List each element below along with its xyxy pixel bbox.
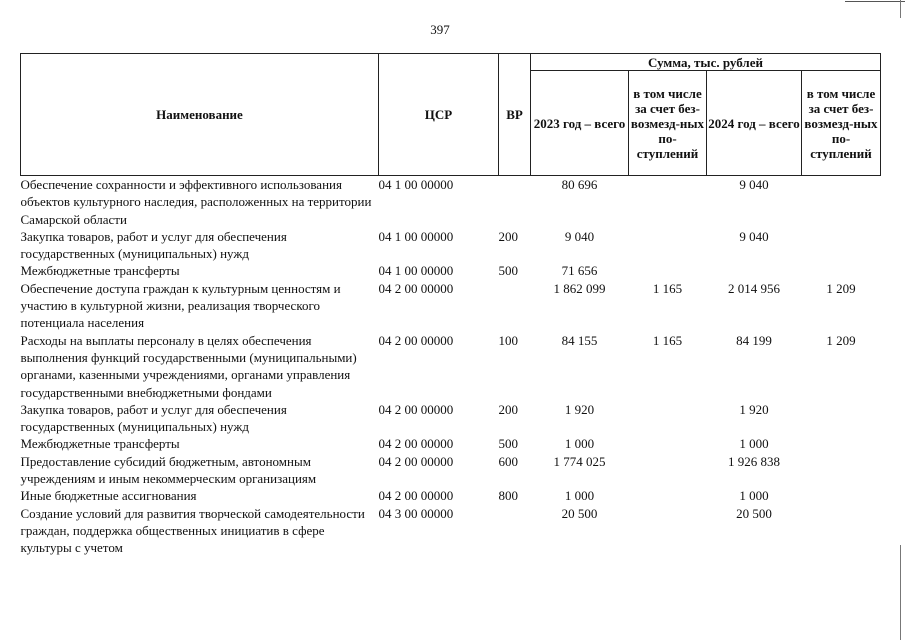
table-row	[21, 176, 881, 228]
row-csr: 04 2 00 00000	[378, 280, 454, 296]
row-2023-total: 9 040	[564, 228, 595, 244]
row-2023-gratuitous	[629, 453, 707, 488]
row-2024-gratuitous	[802, 435, 881, 452]
row-name: Закупка товаров, работ и услуг для обеспечения государственных (муниципальных) нужд	[20, 228, 287, 262]
row-csr: 04 2 00 00000	[378, 436, 454, 452]
row-name: Обеспечение сохранности и эффективного использования объектов культурного наследия, расположенных на территории Самарской области	[20, 177, 372, 227]
row-csr: 04 2 00 00000	[378, 453, 454, 469]
row-csr: 04 2 00 00000	[378, 488, 454, 504]
row-csr: 04 3 00 00000	[378, 505, 454, 521]
row-vr: 600	[498, 453, 518, 469]
table-row	[21, 505, 881, 557]
row-2024-total: 1 000	[739, 436, 769, 452]
row-name: Закупка товаров, работ и услуг для обеспечения государственных (муниципальных) нужд	[20, 401, 287, 435]
row-2024-gratuitous	[802, 262, 881, 279]
row-name: Расходы на выплаты персоналу в целях обеспечения выполнения функций государственными (муниципальными) органами, казенными учреждениями, органами управления государственными внебюджетными фондами	[20, 332, 357, 400]
row-name: Иные бюджетные ассигнования	[20, 488, 197, 504]
table-row	[21, 453, 881, 488]
row-2024-total: 1 926 838	[728, 453, 780, 469]
table-body	[21, 176, 881, 557]
row-2024-gratuitous	[802, 228, 881, 263]
row-2024-total: 1 000	[739, 488, 769, 504]
row-name: Межбюджетные трансферты	[20, 263, 180, 279]
row-2024-total: 9 040	[739, 228, 769, 244]
scan-edge-mark	[900, 545, 901, 640]
header-name: Наименование	[21, 54, 379, 176]
row-2024-gratuitous	[802, 505, 881, 557]
row-csr: 04 1 00 00000	[378, 263, 454, 279]
row-2023-total: 1 000	[564, 436, 595, 452]
row-2024-gratuitous	[802, 487, 881, 504]
header-vr: ВР	[499, 54, 531, 176]
row-2024-gratuitous	[802, 176, 881, 228]
row-2024-total: 20 500	[736, 505, 772, 521]
row-2023-total: 1 000	[564, 488, 595, 504]
row-2024-total	[707, 262, 802, 279]
row-2023-gratuitous	[629, 505, 707, 557]
row-csr: 04 1 00 00000	[378, 177, 454, 192]
table-row	[21, 280, 881, 332]
row-2023-total: 71 656	[561, 263, 598, 279]
row-2023-total: 20 500	[561, 505, 598, 521]
row-name: Создание условий для развития творческой самодеятельности граждан, поддержка общественных инициатив в сфере культуры с учетом	[20, 505, 365, 556]
row-2024-gratuitous: 1 209	[826, 332, 856, 348]
row-vr: 800	[498, 488, 518, 504]
table-row	[21, 228, 881, 263]
row-2023-total: 1 862 099	[553, 280, 606, 296]
header-2024-gratuitous: в том числе за счет без-возмезд-ных по-ступлений	[802, 71, 881, 176]
scan-edge-mark	[900, 0, 901, 18]
row-2023-gratuitous: 1 165	[652, 332, 683, 348]
row-2024-total: 1 920	[739, 401, 769, 417]
row-name: Предоставление субсидий бюджетным, автономным учреждениям и иным некоммерческим организациям	[20, 453, 317, 487]
table-row	[21, 487, 881, 504]
row-vr	[499, 280, 531, 332]
row-name: Межбюджетные трансферты	[20, 436, 180, 452]
row-2024-total: 2 014 956	[728, 280, 780, 296]
header-2024-total: 2024 год – всего	[707, 71, 802, 176]
row-vr: 100	[498, 332, 518, 348]
row-2023-gratuitous: 1 165	[652, 280, 683, 296]
row-2024-gratuitous: 1 209	[826, 280, 856, 296]
row-2023-gratuitous	[629, 262, 707, 279]
header-sum-group: Сумма, тыс. рублей	[531, 54, 881, 71]
table-row	[21, 332, 881, 401]
header-2023-gratuitous: в том числе за счет без-возмезд-ных по-ступлений	[629, 71, 707, 176]
header-2023-total: 2023 год – всего	[531, 71, 629, 176]
page-number: 397	[430, 22, 450, 37]
row-vr	[499, 505, 531, 557]
row-2024-total: 84 199	[736, 332, 772, 348]
table-row	[21, 435, 881, 452]
row-vr	[499, 176, 531, 228]
row-name: Обеспечение доступа граждан к культурным ценностям и участию в культурной жизни, реализация творческого потенциала населения	[20, 280, 341, 331]
row-2024-gratuitous	[802, 401, 881, 436]
row-vr: 200	[498, 228, 518, 244]
table-row	[21, 262, 881, 279]
row-2023-total: 1 774 025	[553, 453, 606, 469]
row-csr: 04 2 00 00000	[378, 401, 454, 417]
row-2024-total: 9 040	[739, 177, 769, 192]
table-row	[21, 401, 881, 436]
row-2023-gratuitous	[629, 401, 707, 436]
row-2023-gratuitous	[629, 435, 707, 452]
row-2023-total: 80 696	[561, 177, 598, 192]
row-2023-gratuitous	[629, 228, 707, 263]
row-vr: 500	[498, 263, 518, 279]
header-csr: ЦСР	[379, 54, 499, 176]
row-2023-total: 1 920	[564, 401, 595, 417]
scan-edge-line	[845, 1, 905, 2]
row-2023-gratuitous	[629, 487, 707, 504]
row-2023-total: 84 155	[561, 332, 598, 348]
row-vr: 200	[498, 401, 518, 417]
budget-table	[20, 53, 881, 557]
row-2024-gratuitous	[802, 453, 881, 488]
row-csr: 04 1 00 00000	[378, 228, 454, 244]
row-csr: 04 2 00 00000	[378, 332, 454, 348]
row-2023-gratuitous	[629, 176, 707, 228]
table-header	[21, 54, 881, 176]
row-vr: 500	[498, 436, 518, 452]
